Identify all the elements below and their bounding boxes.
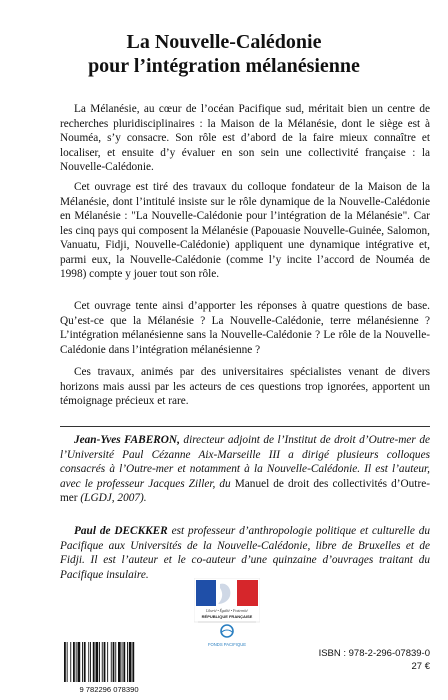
barcode-bar xyxy=(118,642,121,682)
barcode-bar xyxy=(123,642,125,682)
logo-country: RÉPUBLIQUE FRANÇAISE xyxy=(201,614,253,619)
barcode-bar xyxy=(84,642,86,682)
republique-francaise-fonds-pacifique-logo xyxy=(194,578,260,652)
barcode-bar xyxy=(82,642,83,682)
logo-fund: FONDS PACIFIQUE xyxy=(207,642,247,647)
barcode-bars xyxy=(64,642,134,682)
barcode-bar xyxy=(64,642,66,682)
barcode-bar xyxy=(102,642,103,682)
book-title xyxy=(0,30,448,78)
barcode-bar xyxy=(104,642,106,682)
summary-paragraph-4: Ces travaux, animés par des universitaires spécialistes venant de divers horizons mais aussi par les acteurs de ces questions trop ignorées, apportent un témoignage précieux et rare. xyxy=(60,366,430,407)
title-line-2: pour l’intégration mélanésienne xyxy=(88,55,360,77)
barcode-bar xyxy=(73,642,75,682)
summary-paragraph-2: Cet ouvrage est tiré des travaux du colloque fondateur de la Maison de la Mélanésie, dont l’intitulé insiste sur le rôle dynamique de la Nouvelle-Calédonie en Mélanésie : "La Nouvelle-Calédonie pour l’intégration de la Mélanésie". Car les cinq pays qui composent la Mélanésie (Papouasie Nouvelle-Guinée, Salomon, Vanuatu, Fidji, Nouvelle-Calédonie) appliquent une dynamique intégrative et, parmi eux, la Nouvelle-Calédonie (comme l’y incite l’accord de Nouméa de 1998) compte y jouer tout son rôle. xyxy=(60,181,430,280)
bio2-text: est professeur d’anthropologie politique et culturelle du Pacifique aux Universités de la Nouvelle-Calédonie, libre de Bruxelles et de Fidji. Il est l’auteur et le co-auteur d’une quinzaine d’ouvrages traitant du Pacifique insulaire. xyxy=(60,525,430,581)
barcode-bar xyxy=(111,642,112,682)
barcode-bar xyxy=(78,642,81,682)
barcode-bar xyxy=(122,642,123,682)
summary-paragraph-1: La Mélanésie, au cœur de l’océan Pacifique sud, méritait bien un centre de recherches pluridisciplinaires : la Maison de la Mélanésie, dont le siège est à Nouméa, s’y consacre. Son rôle est d’abord de la faire mieux connaître et localiser, et ensuite d’y évaluer en son sein une collectivité française : la Nouvelle-Calédonie. xyxy=(60,103,430,173)
barcode-bar xyxy=(70,642,71,682)
author-bio-faberon xyxy=(60,433,430,506)
barcode-bar xyxy=(88,642,89,682)
isbn-number: ISBN : 978-2-296-07839-0 xyxy=(318,648,430,659)
price: 27 € xyxy=(411,661,430,672)
barcode-bar xyxy=(129,642,132,682)
author-name-faberon: Jean-Yves FABERON, xyxy=(74,434,180,446)
bio1-text-part1: directeur adjoint de l’Institut de droit d’Outre-mer de l’Université Paul Cézanne Aix-Marseille III a dirigé plusieurs colloques consacrés à l’Outre-mer et notamment à la Nouvelle-Calédonie. Il est l’auteur, avec le professeur Jacques Ziller, du xyxy=(60,434,430,490)
author-name-de-deckker: Paul de DECKKER xyxy=(74,525,168,537)
barcode-bar xyxy=(93,642,95,682)
barcode-bar xyxy=(76,642,77,682)
marianne-flag-icon xyxy=(194,578,260,652)
barcode-bar xyxy=(127,642,128,682)
fonds-pacifique-emblem xyxy=(221,625,233,637)
barcode-digits: 9 782296 078390 xyxy=(79,685,139,694)
summary-paragraph-3: Cet ouvrage tente ainsi d’apporter les réponses à quatre questions de base. Qu’est-ce que la Mélanésie ? La Nouvelle-Calédonie, terre mélanésienne ? L’intégration mélanésienne sans la Nouvelle-Calédonie ? Le rôle de la Nouvelle-Calédonie dans l’intégration mélanésienne ? xyxy=(60,300,430,356)
barcode-bar xyxy=(99,642,100,682)
barcode-bar xyxy=(113,642,115,682)
bio1-text-part2: (LGDJ, 2007). xyxy=(77,492,147,504)
barcode-bar xyxy=(107,642,108,682)
barcode xyxy=(60,640,158,694)
barcode-bar xyxy=(67,642,68,682)
barcode-bar xyxy=(132,642,134,682)
author-bio-de-deckker xyxy=(60,524,430,582)
barcode-bar xyxy=(96,642,99,682)
logo-motto: Liberté • Égalité • Fraternité xyxy=(206,609,248,613)
isbn-block xyxy=(319,647,430,673)
title-line-1: La Nouvelle-Calédonie xyxy=(126,31,322,53)
section-divider xyxy=(60,426,430,427)
barcode-bar xyxy=(115,642,116,682)
barcode-bar xyxy=(90,642,91,682)
barcode-graphic xyxy=(60,640,158,694)
bio1-book-title: Manuel de droit des collectivités d’Outre-mer xyxy=(60,477,430,504)
